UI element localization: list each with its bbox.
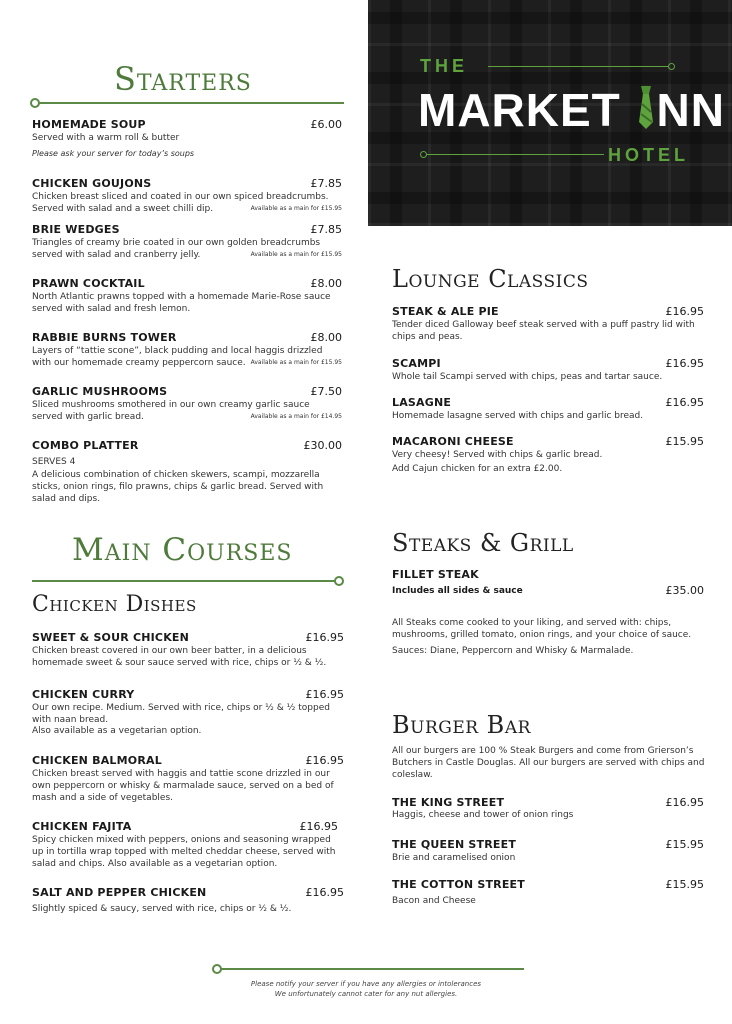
item-name: RABBIE BURNS TOWER: [32, 331, 177, 344]
item-name: THE QUEEN STREET: [392, 838, 517, 851]
item-price: £7.85: [310, 223, 342, 236]
menu-item: [32, 177, 342, 217]
item-name: CHICKEN FAJITA: [32, 820, 132, 833]
menu-item: [32, 886, 344, 918]
hotel-logo: [368, 0, 732, 226]
item-desc: All Steaks come cooked to your liking, and served with: chips, mushrooms, grilled tomato, onion rings, and your choice of sauce.: [392, 618, 692, 640]
menu-item: [392, 396, 704, 424]
item-name: GARLIC MUSHROOMS: [32, 385, 168, 398]
item-price: £16.95: [665, 796, 704, 809]
item-desc: Chicken breast covered in our own beer batter, in a delicious homemade sweet & sour sauce served with rice, chips or ½ & ½.: [32, 646, 327, 668]
item-desc: Sliced mushrooms smothered in our own creamy garlic sauce served with garlic bread.: [32, 400, 310, 422]
item-price: £35.00: [665, 584, 704, 597]
item-desc: Homemade lasagne served with chips and garlic bread.: [392, 411, 644, 421]
item-price: £16.95: [299, 820, 338, 833]
item-price: £8.00: [310, 277, 342, 290]
item-desc: Chicken breast served with haggis and tattie scone drizzled in our own peppercorn or whisky & marmalade sauce, served on a bed of mash and a side of vegetables.: [32, 769, 334, 803]
soup-note: Please ask your server for today’s soups: [32, 149, 195, 158]
menu-item: [392, 305, 704, 345]
main-courses-rule: [32, 580, 338, 582]
item-desc: Our own recipe. Medium. Served with rice, chips or ½ & ½ topped with naan bread.: [32, 703, 330, 725]
sauces-note: Sauces: Diane, Peppercorn and Whisky & Marmalade.: [392, 646, 634, 656]
item-name: CHICKEN BALMORAL: [32, 754, 162, 767]
item-price: £7.50: [310, 385, 342, 398]
item-price: £16.95: [305, 631, 344, 644]
menu-item: [32, 688, 344, 740]
item-desc: Layers of “tattie scone”, black pudding and local haggis drizzled with our homemade creamy peppercorn sauce.: [32, 346, 323, 368]
item-name: LASAGNE: [392, 396, 452, 409]
item-name: SALT AND PEPPER CHICKEN: [32, 886, 207, 899]
item-desc: Tender diced Galloway beef steak served with a puff pastry lid with chips and peas.: [392, 320, 695, 342]
item-desc: Served with a warm roll & butter: [32, 133, 180, 143]
item-desc: Bacon and Cheese: [392, 896, 476, 906]
steaks-grill-heading: Steaks & Grill: [392, 529, 574, 557]
logo-hotel: HOTEL: [608, 145, 689, 165]
item-desc: Brie and caramelised onion: [392, 853, 516, 863]
footer-rule: [218, 968, 524, 970]
menu-item: [392, 568, 704, 660]
lounge-classics-heading: Lounge Classics: [392, 265, 589, 293]
menu-item: [392, 838, 704, 866]
menu-item: [32, 820, 338, 876]
item-name: THE KING STREET: [392, 796, 505, 809]
burger-intro: All our burgers are 100 % Steak Burgers and come from Grierson’s Butchers in Castle Douglas. All our burgers are served with chips and coleslaw.: [392, 746, 705, 780]
item-name: SCAMPI: [392, 357, 441, 370]
menu-item: [32, 223, 342, 263]
item-desc: Haggis, cheese and tower of onion rings: [392, 810, 574, 820]
item-name: COMBO PLATTER: [32, 439, 139, 452]
allergy-notice: Please notify your server if you have any allergies or intolerances: [250, 980, 482, 988]
item-price: £16.95: [665, 357, 704, 370]
rule-dot: [334, 576, 344, 586]
item-name: CHICKEN CURRY: [32, 688, 135, 701]
rule-dot: [30, 98, 40, 108]
rule-dot: [212, 964, 222, 974]
item-name: THE COTTON STREET: [392, 878, 525, 891]
item-price: £16.95: [305, 886, 344, 899]
logo-rule-bottom: [426, 154, 604, 155]
item-price: £8.00: [310, 331, 342, 344]
menu-item: [392, 878, 704, 906]
logo-market-word: MARKET: [418, 84, 621, 136]
starters-heading: Starters: [114, 60, 252, 98]
item-desc: North Atlantic prawns topped with a homemade Marie-Rose sauce served with salad and fresh lemon.: [32, 292, 331, 314]
main-option-note: Available as a main for £14.95: [250, 413, 342, 420]
item-name: MACARONI CHEESE: [392, 435, 514, 448]
item-price: £16.95: [305, 754, 344, 767]
starters-rule: [36, 102, 344, 104]
item-price: £30.00: [303, 439, 342, 452]
logo-market: [418, 84, 725, 136]
item-price: £16.95: [665, 305, 704, 318]
item-name: CHICKEN GOUJONS: [32, 177, 152, 190]
item-name: STEAK & ALE PIE: [392, 305, 499, 318]
item-name: PRAWN COCKTAIL: [32, 277, 145, 290]
menu-item: [32, 754, 344, 810]
item-desc: A delicious combination of chicken skewers, scampi, mozzarella sticks, onion rings, filo prawns, chips & garlic bread. Served with salad and dips.: [32, 470, 324, 504]
menu-item: [32, 439, 342, 509]
item-price: £15.95: [665, 838, 704, 851]
menu-item: [392, 357, 704, 385]
main-option-note: Available as a main for £15.95: [250, 251, 342, 258]
menu-item: [32, 385, 342, 425]
item-name: HOMEMADE SOUP: [32, 118, 146, 131]
cajun-addon-note: Add Cajun chicken for an extra £2.00.: [392, 464, 563, 474]
main-option-note: Available as a main for £15.95: [250, 359, 342, 366]
item-desc: Slightly spiced & saucy, served with rice, chips or ½ & ½.: [32, 904, 292, 914]
item-price: £16.95: [665, 396, 704, 409]
item-name: FILLET STEAK: [392, 568, 479, 581]
logo-rule-top-dot: [668, 63, 675, 70]
item-name: SWEET & SOUR CHICKEN: [32, 631, 190, 644]
item-price: £7.85: [310, 177, 342, 190]
item-desc: Very cheesy! Served with chips & garlic bread.: [392, 450, 603, 460]
menu-item: [32, 331, 342, 371]
item-desc: Chicken breast sliced and coated in our own spiced breadcrumbs. Served with salad and a sweet chilli dip.: [32, 192, 329, 214]
main-option-note: Available as a main for £15.95: [250, 205, 342, 212]
item-desc: Spicy chicken mixed with peppers, onions and seasoning wrapped up in tortilla wrap topped with melted cheddar cheese, served with salad and chips. Also available as a vegetarian option.: [32, 835, 336, 869]
vegetarian-note: Also available as a vegetarian option.: [32, 726, 202, 736]
main-courses-heading: Main Courses: [72, 532, 293, 568]
menu-item: [392, 435, 704, 479]
nut-allergy-notice: We unfortunately cannot cater for any nut allergies.: [274, 990, 458, 998]
item-price: £6.00: [310, 118, 342, 131]
menu-item: [32, 631, 344, 671]
menu-item: [32, 277, 342, 317]
serves-label: SERVES 4: [32, 457, 76, 467]
item-price: £16.95: [305, 688, 344, 701]
item-desc: Whole tail Scampi served with chips, peas and tartar sauce.: [392, 372, 663, 382]
logo-inn-word: NN: [656, 84, 725, 136]
steak-includes: Includes all sides & sauce: [392, 586, 523, 596]
burger-bar-heading: Burger Bar: [392, 711, 531, 739]
item-price: £15.95: [665, 435, 704, 448]
logo-rule-top: [488, 66, 668, 67]
chicken-dishes-heading: Chicken Dishes: [32, 592, 197, 617]
tie-icon: [637, 84, 655, 130]
item-price: £15.95: [665, 878, 704, 891]
menu-item: [392, 796, 704, 824]
item-name: BRIE WEDGES: [32, 223, 120, 236]
item-desc: Triangles of creamy brie coated in our own golden breadcrumbs served with salad and cranberry jelly.: [32, 238, 321, 260]
logo-the: THE: [420, 56, 468, 76]
menu-item: [32, 118, 342, 164]
